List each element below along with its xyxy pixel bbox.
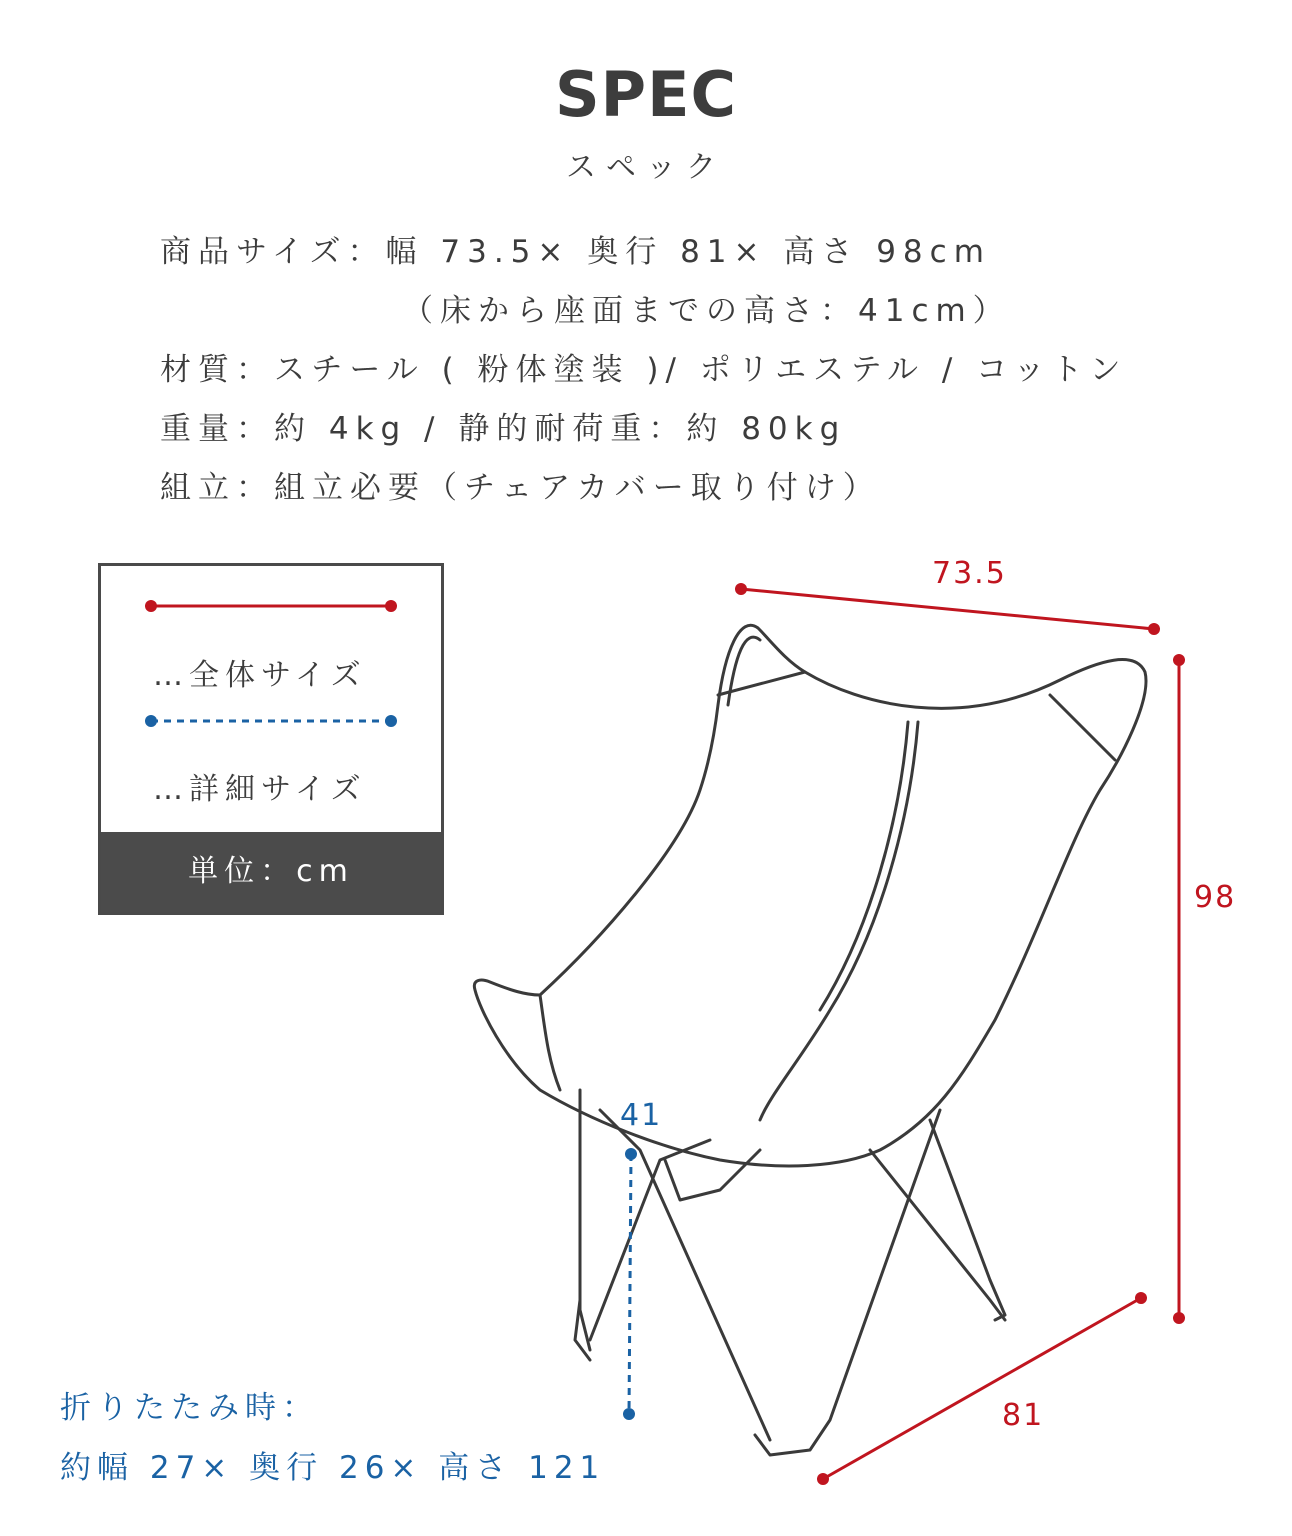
spec-seat-height: （床から座面までの高さ：41cm）	[402, 293, 1011, 329]
depth-value: 81	[1002, 1398, 1045, 1433]
spec-size: 商品サイズ：幅 73.5× 奥行 81× 高さ 98cm	[160, 234, 991, 270]
seat-height-dimension-line	[623, 1148, 637, 1420]
folded-heading: 折りたたみ時：	[60, 1390, 319, 1426]
spec-material: 材質：スチール ( 粉体塗装 )/ ポリエステル / コットン	[160, 352, 1128, 388]
width-value: 73.5	[932, 556, 1007, 591]
height-dimension-line	[1173, 654, 1185, 1324]
legend-detail-label: …詳細サイズ	[153, 772, 367, 807]
spec-weight: 重量：約 4kg / 静的耐荷重：約 80kg	[160, 411, 847, 447]
spec-assembly: 組立：組立必要（チェアカバー取り付け）	[160, 470, 881, 506]
spec-subtitle: スペック	[566, 150, 726, 185]
folded-size: 約幅 27× 奥行 26× 高さ 121	[60, 1450, 606, 1486]
spec-title: SPEC	[555, 58, 737, 131]
legend-unit: 単位：cm	[101, 832, 441, 912]
legend-overall-label: …全体サイズ	[153, 658, 367, 693]
chair-illustration	[474, 625, 1146, 1455]
height-value: 98	[1194, 880, 1237, 915]
seat-height-value: 41	[620, 1098, 663, 1133]
